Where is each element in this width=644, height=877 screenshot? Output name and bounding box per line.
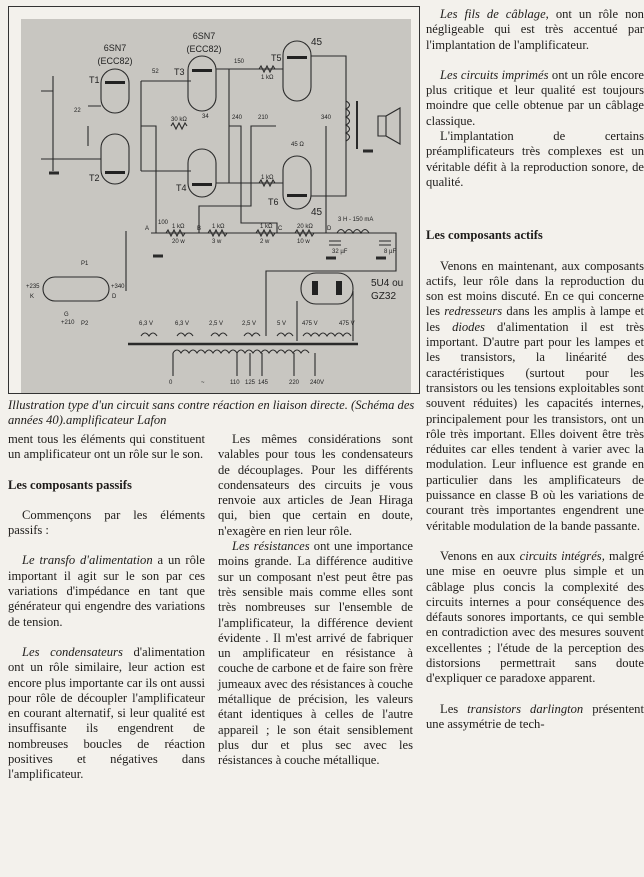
- label-c1: 32 µF: [332, 249, 348, 255]
- label-r4: 20 kΩ: [297, 224, 313, 230]
- italic-term: transistors darlington: [467, 701, 584, 716]
- label-r2w: 3 w: [212, 239, 222, 245]
- label-r3: 1 kΩ: [260, 224, 273, 230]
- paragraph: [426, 68, 644, 129]
- tap-label: 110: [230, 380, 240, 386]
- paragraph-text: ont une importance moins grande. La différence auditive sur un composant n'est peut être pas très sensible mais comme elles sont très nombreuses sur l'ensemble de l'amplificateur, la différence devient évidente . Il m'est arrivé de fabriquer un amplificateur en résistance à couche de carbone et de faire son frère jumeaux avec des résistances à couche métallique de précision, les valeurs étant identiques à celles de l'autre appareil ; le son était sensiblement plus dur et plus sec avec les résistances à couche métallique.: [218, 539, 414, 768]
- paragraph-text: d'alimentation il est très important. D'autre part pour les lampes et les transistors, la linéarité des caractéristiques (surtout pour les transistors ou les tensions exploitables sont souvent réduites) les capacités internes, principalement pour les transistors, ont un rôle très important. Elles doivent être très réduites car elles tendent à varier avec la modulation. Leur influence est grande en particulier dans les amplificateurs de puissance en classe B où les variations de courant très importantes engendrent une véritable modulation de la bande passante.: [426, 319, 644, 533]
- label-r1: 1 kΩ: [172, 224, 185, 230]
- label-t6: T6: [268, 197, 279, 207]
- italic-term: Les résistances: [232, 539, 310, 554]
- voltage-label: 340: [321, 115, 332, 121]
- paragraph: Les mêmes considérations sont valables pour tous les condensateurs de découplages. Pour les différents condensateurs des circuits je vous renvoie aux articles de Jean Hiraga qui, bien que certain en doute, n'exagère en rien leur rôle.: [218, 432, 413, 538]
- tap-label: 125: [245, 380, 256, 386]
- tap-label: 145: [258, 380, 269, 386]
- paragraph-text: Les: [440, 701, 468, 716]
- paragraph: [218, 539, 413, 768]
- paragraph-text: d'alimentation ont un rôle similaire, leur action est encore plus importante car ils ont aussi pour rôle de découpler l'amplificateur en courant alternatif, si leur qualité est insuffisante ils engendrent de nombreuses boucles de réaction positives et négatives dans l'amplificateur.: [8, 644, 205, 782]
- pinout-label: P1: [81, 261, 89, 267]
- paragraph: L'implantation de certains préamplificateurs très complexes est un véritable défit à la reproduction sonore, de qualité.: [426, 129, 644, 189]
- label-r4w: 10 w: [297, 239, 310, 245]
- label-r3w: 2 w: [260, 239, 270, 245]
- secondary-label: 6,3 V: [175, 321, 190, 327]
- tap-label: 240V: [310, 380, 325, 386]
- italic-term: redresseurs: [444, 304, 503, 319]
- paragraph-text: Venons en aux: [440, 548, 520, 563]
- label-grid-r2: 1 kΩ: [261, 175, 274, 181]
- italic-term: Les condensateurs: [22, 644, 123, 659]
- paragraph: [426, 549, 644, 687]
- text-column-1: [8, 432, 205, 783]
- voltage-label: 150: [234, 59, 245, 65]
- label-bias-r: 45 Ω: [291, 142, 304, 148]
- label-c2: 8 µF: [384, 249, 397, 255]
- label-t5: T5: [271, 53, 282, 63]
- italic-term: Les circuits imprimés: [440, 67, 549, 82]
- label-6sn7: 6SN7: [103, 43, 127, 53]
- node-d: D: [327, 226, 332, 232]
- voltage-label: 210: [258, 115, 269, 121]
- secondary-label: 2,5 V: [242, 321, 257, 327]
- node-b: B: [197, 226, 202, 232]
- paragraph-text: Venons en maintenant, aux composants actifs, leur rôle dans la reproduction du son est moins discuté. En ce qui concerne les: [426, 258, 644, 319]
- voltage-label: 100: [158, 220, 169, 226]
- paragraph-text: a un rôle important il agit sur le son par ces variations d'impédance en tant que générateur qui engendre des variations de tension.: [8, 553, 205, 629]
- paragraph: [8, 553, 205, 629]
- italic-term: circuits intégrés,: [519, 548, 605, 563]
- schematic-figure: [8, 6, 420, 394]
- node-c: C: [278, 226, 283, 232]
- paragraph: ment tous les éléments qui constituent un amplificateur ont un rôle sur le son.: [8, 432, 205, 462]
- label-ecc82: (ECC82): [97, 56, 133, 66]
- label-t2: T2: [89, 173, 100, 183]
- secondary-label: 2,5 V: [209, 321, 224, 327]
- tap-label: 0: [169, 380, 173, 386]
- pinout-label: P2: [81, 321, 89, 327]
- paragraph-text: ont un rôle non négligeable qui est très accentué par l'implantation de l'amplificateur.: [426, 7, 644, 52]
- section-heading: Les composants actifs: [426, 228, 543, 243]
- text-column-3: [426, 7, 644, 732]
- paragraph-text: dans les amplis à lampe et les: [426, 304, 644, 334]
- pinout-label: G: [64, 312, 69, 318]
- label-r2: 1 kΩ: [212, 224, 225, 230]
- italic-term: diodes: [452, 319, 485, 334]
- paragraph: Commençons par les éléments passifs :: [8, 507, 205, 538]
- label-45: 45: [311, 207, 323, 218]
- label-t3: T3: [174, 67, 185, 77]
- paragraph: [426, 7, 644, 53]
- tap-label: ~: [201, 380, 205, 386]
- tube-amplifier-schematic: [9, 7, 421, 395]
- tap-label: 220: [289, 380, 300, 386]
- secondary-label: 5 V: [277, 321, 287, 327]
- pinout-label: +235: [26, 284, 40, 290]
- label-ecc82: (ECC82): [186, 44, 222, 54]
- secondary-label: 6,3 V: [139, 321, 154, 327]
- voltage-label: 240: [232, 115, 243, 121]
- label-45: 45: [311, 37, 323, 48]
- secondary-label: 475 V: [339, 321, 355, 327]
- voltage-label: 52: [152, 69, 159, 75]
- label-grid-r1: 1 kΩ: [261, 75, 274, 81]
- text-column-2: [218, 432, 413, 769]
- paragraph-text: ont un rôle encore plus critique et leur qualité est toujours moindre que celle obtenue par un câblage classique.: [426, 67, 644, 128]
- label-5u4: 5U4 ou: [371, 278, 404, 289]
- node-a: A: [145, 226, 150, 232]
- figure-caption: Illustration type d'un circuit sans contre réaction en liaison directe. (Schéma des années 40).amplificateur Lafon: [8, 398, 415, 427]
- pinout-label: D: [112, 294, 117, 300]
- paragraph-text: malgré une mise en oeuvre plus simple et un câblage plus concis la complexité des circuits internes a pour conséquence des défauts sonores importants, ce qui semble en contradiction avec des mesures souvent excellentes ; l'étude de la perception des distorsions permettrait sans doute d'expliquer ce paradoxe apparent.: [426, 548, 644, 686]
- label-anode-r: 30 kΩ: [171, 117, 187, 123]
- label-r1w: 20 w: [172, 239, 185, 245]
- paragraph: [426, 259, 644, 534]
- label-6sn7: 6SN7: [192, 31, 216, 41]
- paragraph: [426, 702, 644, 733]
- pinout-label: +210: [61, 320, 75, 326]
- label-t1: T1: [89, 75, 100, 85]
- label-t4: T4: [176, 183, 187, 193]
- pinout-label: +340: [111, 284, 125, 290]
- voltage-label: 34: [202, 114, 209, 120]
- italic-term: Le transfo d'alimentation: [22, 553, 153, 568]
- section-heading: Les composants passifs: [8, 477, 132, 492]
- label-choke: 3 H - 150 mA: [338, 217, 374, 223]
- paragraph-text: présentent une assymétrie de tech-: [426, 701, 644, 731]
- voltage-label: 22: [74, 108, 81, 114]
- paragraph: [8, 645, 205, 783]
- label-gz32: GZ32: [371, 291, 397, 302]
- pinout-label: K: [30, 294, 35, 300]
- italic-term: Les fils de câblage,: [440, 7, 549, 21]
- secondary-label: 475 V: [302, 321, 318, 327]
